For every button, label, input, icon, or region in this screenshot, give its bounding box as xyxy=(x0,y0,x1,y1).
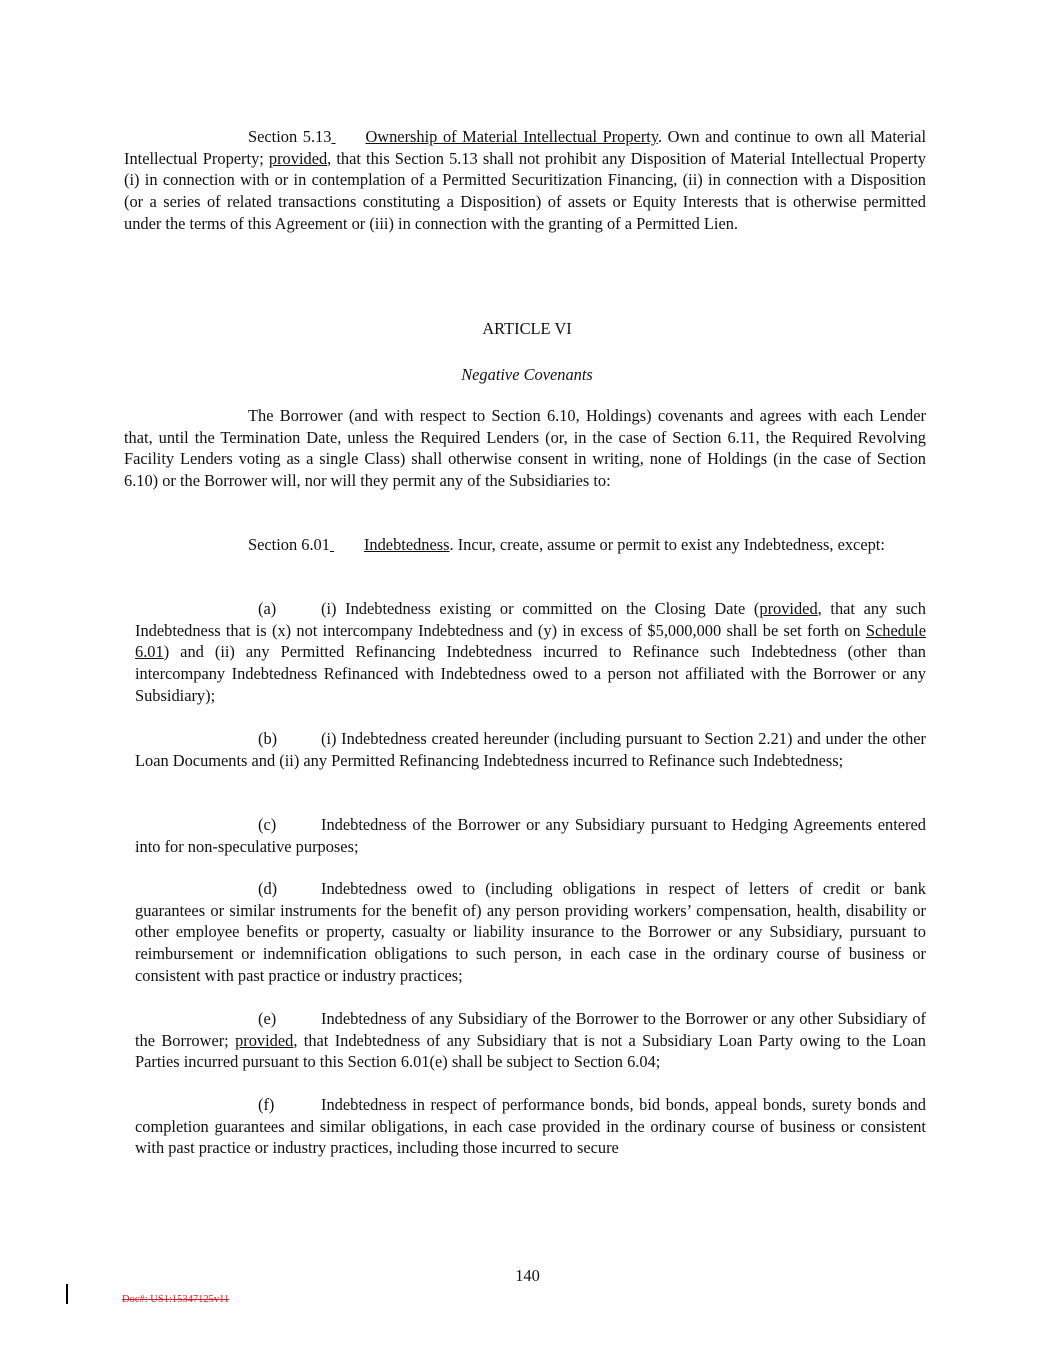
section-paragraph xyxy=(124,126,926,235)
list-item xyxy=(135,728,926,771)
text-run: (i) Indebtedness existing or committed on the Closing Date ( xyxy=(321,599,760,618)
text-run: , that Indebtedness of any Subsidiary that is not a Subsidiary Loan Party owing to the Loan Parties incurred pursuant to this Section 6.01(e) shall be subject to Section 6.04; xyxy=(135,1030,926,1072)
text-run: . Incur, create, assume or permit to exist any Indebtedness, except: xyxy=(449,535,885,554)
text-run: Section 6.01 xyxy=(248,535,330,554)
section-paragraph xyxy=(124,534,926,556)
article-title: ARTICLE VI xyxy=(482,319,572,338)
text-run: (i) Indebtedness created hereunder (including pursuant to Section 2.21) and under the other Loan Documents and (ii) any Permitted Refinancing Indebtedness incurred to Refinance such Indebtedness; xyxy=(135,729,926,770)
underlined-term: provided xyxy=(235,1030,294,1050)
underlined-term: provided xyxy=(268,148,328,168)
text-run: Indebtedness owed to (including obligations in respect of letters of credit or bank guarantees or similar instruments for the benefit of) any person providing workers’ compensation, health, disability or other employee benefits or property, casualty or liability insurance to the Borrower or any Subsidiary, pursuant to reimbursement or indemnification obligations to such person, in each case in the ordinary course of business or consistent with past practice or industry practices; xyxy=(135,879,926,985)
list-item xyxy=(135,1008,926,1073)
change-bar xyxy=(66,1284,68,1304)
item-label: (b) xyxy=(258,729,278,748)
text-run: . Own and continue to own all Material Intellectual Property; xyxy=(124,127,926,168)
item-label: (a) xyxy=(258,599,277,618)
item-label: (d) xyxy=(258,879,278,898)
document-id: Doc#: US1:15347125v11 xyxy=(122,1294,230,1305)
text-run: Indebtedness of the Borrower or any Subsidiary pursuant to Hedging Agreements entered into for non-speculative purposes; xyxy=(135,815,926,856)
text-run: Section 5.13 xyxy=(248,127,332,146)
text-run: ) and (ii) any Permitted Refinancing Indebtedness incurred to Refinance such Indebtedness (other than intercompany Indebtedness Refinanced with Indebtedness owed to a person not affiliated with the Borrower or any Subsidiary); xyxy=(135,642,926,705)
text-run: Indebtedness in respect of performance bonds, bid bonds, appeal bonds, surety bonds and completion guarantees and similar obligations, in each case provided in the ordinary course of business or consistent with past practice or industry practices, including those incurred to secure xyxy=(135,1095,926,1158)
article-subtitle: Negative Covenants xyxy=(461,365,593,384)
underline-gap xyxy=(331,126,365,148)
underlined-term: Schedule 6.01 xyxy=(135,620,926,662)
text-run: , that any such Indebtedness that is (x) not intercompany Indebtedness and (y) in excess of $5,000,000 shall be set forth on xyxy=(135,599,926,640)
list-item xyxy=(135,598,926,707)
underlined-term: Indebtedness xyxy=(363,535,450,554)
underlined-term: provided xyxy=(759,599,818,618)
underlined-term: Ownership of Material Intellectual Property xyxy=(365,127,658,146)
page-number: 140 xyxy=(515,1266,540,1285)
item-label: (c) xyxy=(258,815,277,834)
text-run: The Borrower (and with respect to Section 6.10, Holdings) covenants and agrees with each Lender that, until the Termination Date, unless the Required Lenders (or, in the case of Section 6.11, the Required Revolving Facility Lenders voting as a single Class) shall otherwise consent in writing, none of Holdings (in the case of Section 6.10) or the Borrower will, nor will they permit any of the Subsidiaries to: xyxy=(124,406,926,491)
item-label: (e) xyxy=(258,1009,277,1028)
text-run: Indebtedness of any Subsidiary of the Borrower to the Borrower or any other Subsidiary of the Borrower; xyxy=(135,1009,926,1050)
underline-gap xyxy=(330,534,364,556)
list-item xyxy=(135,878,926,987)
section-paragraph xyxy=(124,405,926,492)
item-label: (f) xyxy=(258,1095,275,1114)
list-item xyxy=(135,1094,926,1159)
text-run: , that this Section 5.13 shall not prohibit any Disposition of Material Intellectual Property (i) in connection with or in contemplation of a Permitted Securitization Financing, (ii) in connection with a Disposition (or a series of related transactions constituting a Disposition) of assets or Equity Interests that is otherwise permitted under the terms of this Agreement or (iii) in connection with the granting of a Permitted Lien. xyxy=(124,148,926,233)
list-item xyxy=(135,814,926,857)
